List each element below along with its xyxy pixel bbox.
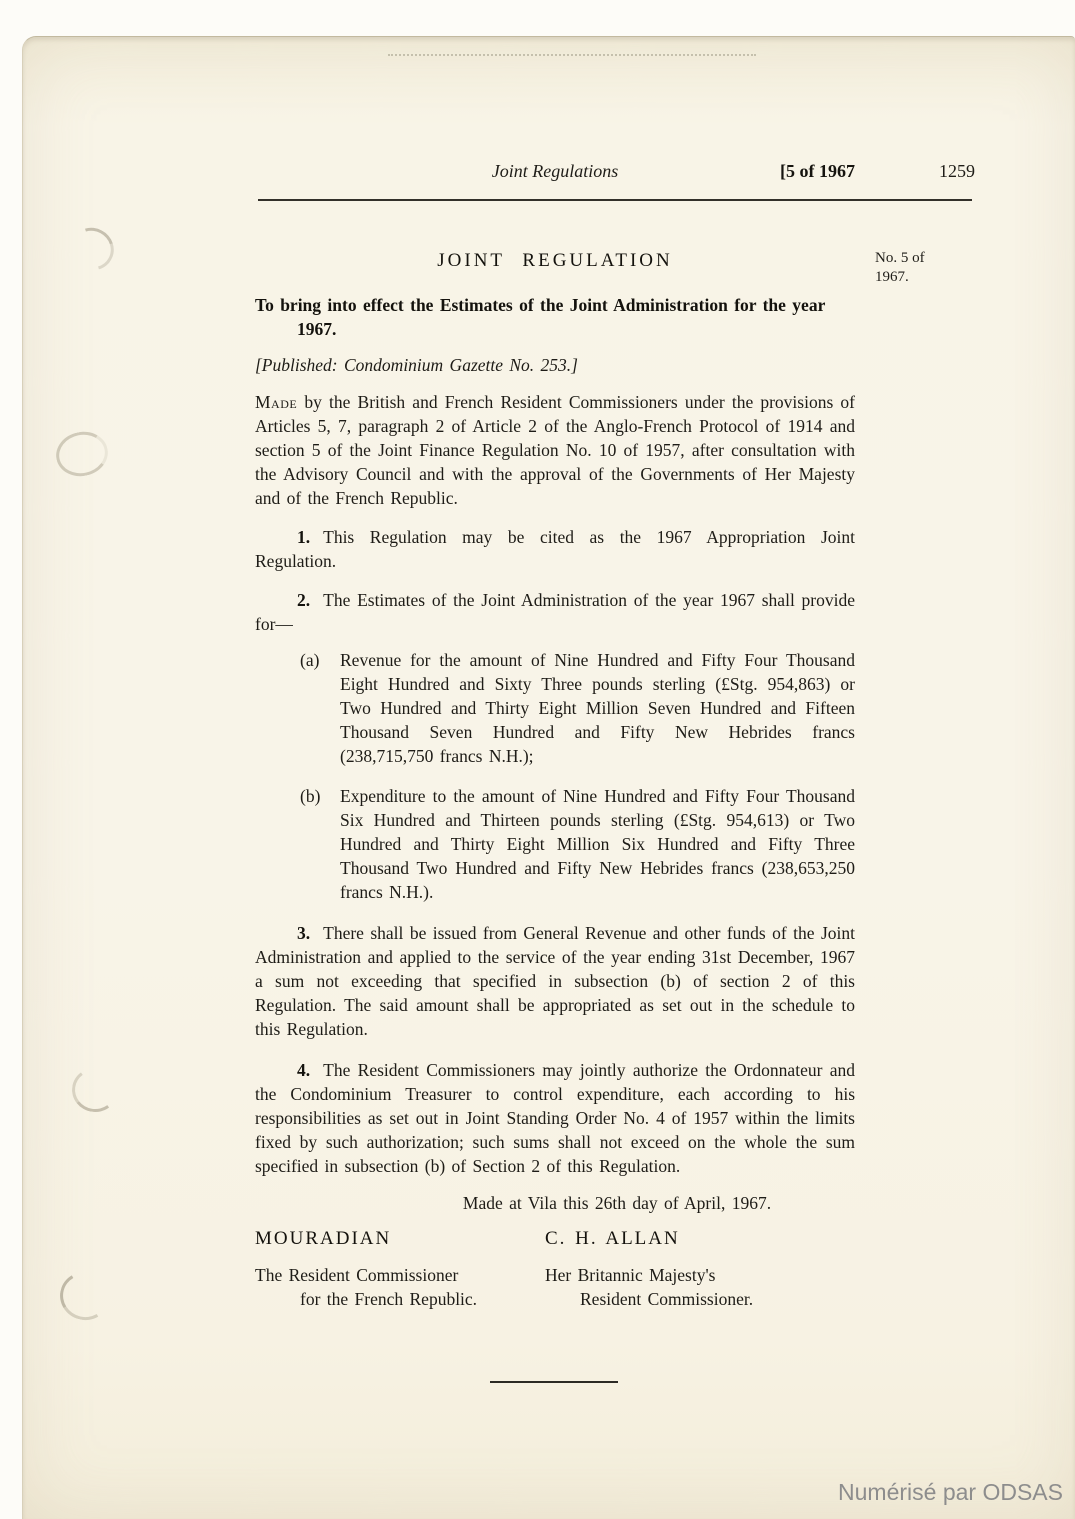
signature-name-right: C. H. ALLAN: [545, 1228, 680, 1249]
section-1-text: This Regulation may be cited as the 1967 Appropriation Joint Regulation.: [255, 527, 855, 571]
subsection-a-text: Revenue for the amount of Nine Hundred and Fifty Four Thousand Eight Hundred and Sixty Three pounds sterling (£Stg. 954,863) or Two Hundred and Thirty Eight Million Seven Hundred and Fifteen Thousand Seven Hundred and Fifty New Hebrides francs (238,715,750 francs N.H.);: [340, 650, 855, 766]
section-2-text: The Estimates of the Joint Administration of the year 1967 shall provide for—: [255, 590, 855, 634]
subsection-b-text: Expenditure to the amount of Nine Hundred and Fifty Four Thousand Six Hundred and Thirteen pounds sterling (£Stg. 954,613) or Two Hundred and Thirty Eight Million Six Hundred and Fifty Three Thousand Two Hundred and Fifty New Hebrides francs (238,653,250 francs N.H.).: [340, 786, 855, 902]
section-3-text: There shall be issued from General Revenue and other funds of the Joint Administration and applied to the service of the year ending 31st December, 1967 a sum not exceeding that specified in subsection (b) of section 2 of this Regulation. The said amount shall be appropriated as set out in the schedule to this Regulation.: [255, 923, 855, 1039]
signature-title-right-line1: Her Britannic Majesty's: [545, 1265, 716, 1285]
execution-line: Made at Vila this 26th day of April, 1967.: [462, 1193, 772, 1213]
section-3: [255, 921, 855, 1041]
scanner-watermark: Numérisé par ODSAS: [838, 1479, 1063, 1505]
signature-block: [255, 1227, 855, 1311]
section-1-number: 1.: [297, 527, 311, 547]
issue-label: [5 of 1967: [780, 161, 855, 181]
signature-title-right-line2: Resident Commissioner.: [580, 1289, 754, 1309]
end-rule: [490, 1381, 618, 1383]
section-4-text: The Resident Commissioners may jointly authorize the Ordonnateur and the Condominium Treasurer to control expenditure, each according to his responsibilities as set out in Joint Standing Order No. 4 of 1957 within the limits fixed by such authorization; such sums shall not exceed on the whole the sum specified in subsection (b) of Section 2 of this Regulation.: [255, 1060, 855, 1176]
signature-title-left-line2: for the French Republic.: [300, 1289, 478, 1309]
section-3-number: 3.: [297, 923, 311, 943]
preamble-paragraph: [255, 390, 855, 510]
section-2: [255, 588, 855, 636]
document-title: JOINT REGULATION: [437, 250, 673, 271]
scan-artifact-line: [388, 54, 756, 56]
header-rule: [258, 199, 972, 201]
running-title: Joint Regulations: [491, 161, 619, 181]
page-number: 1259: [939, 161, 975, 181]
subsection-b: [255, 784, 855, 904]
section-1: [255, 525, 855, 573]
signature-title-left: [255, 1263, 545, 1311]
signature-right: [545, 1227, 855, 1311]
section-4: [255, 1058, 855, 1178]
section-4-number: 4.: [297, 1060, 311, 1080]
preamble-text: by the British and French Resident Commissioners under the provisions of Articles 5, 7, paragraph 2 of Article 2 of the Anglo-French Protocol of 1914 and section 5 of the Joint Finance Regulation No. 10 of 1957, after consultation with the Advisory Council and with the approval of the Governments of Her Majesty and of the French Republic.: [255, 392, 855, 508]
published-line: [Published: Condominium Gazette No. 253.]: [255, 355, 578, 375]
subject-heading: To bring into effect the Estimates of the Joint Administration for the year 1967.: [255, 295, 826, 339]
subsection-a-label: (a): [300, 650, 320, 670]
document-body: [255, 245, 855, 1311]
signature-title-left-line1: The Resident Commissioner: [255, 1265, 459, 1285]
subsection-b-label: (b): [300, 786, 321, 806]
signature-left: [255, 1227, 545, 1311]
preamble-lead: Made: [255, 392, 298, 412]
subsection-a: [255, 648, 855, 768]
signature-name-left: MOURADIAN: [255, 1228, 392, 1249]
signature-title-right: [545, 1263, 855, 1311]
margin-note: No. 5 of 1967.: [875, 250, 925, 285]
section-2-number: 2.: [297, 590, 311, 610]
